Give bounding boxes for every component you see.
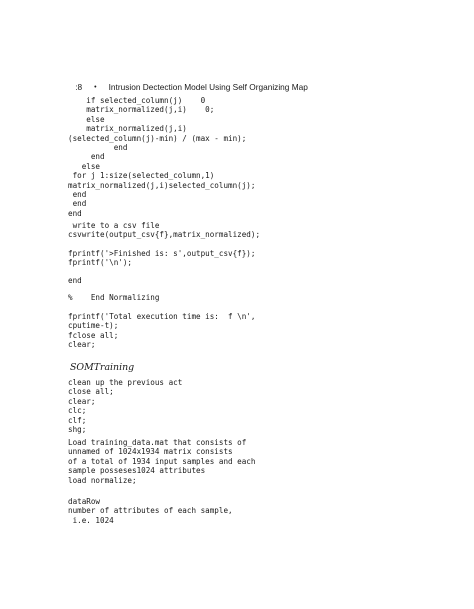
code-block-end: end bbox=[68, 276, 82, 285]
code-block-cleanup: clean up the previous act close all; clear; clc; clf; shg; bbox=[68, 378, 183, 435]
code-block-normalization-loop: if selected_column(j) 0 matrix_normalized(j,i) 0; else matrix_normalized(j,i) (selected_column(j)-min) / (max - min); end end else for j 1:size(selected_column,1) matrix_normalized(j,i)selected_column(j); end end end bbox=[68, 96, 256, 218]
code-block-data-row: dataRow number of attributes of each sample, i.e. 1024 bbox=[68, 497, 233, 525]
code-block-finished-print: fprintf('>Finished is: s',output_csv{f}); fprintf('\n'); bbox=[68, 249, 256, 268]
running-title: Intrusion Dectection Model Using Self Organizing Map bbox=[108, 82, 308, 92]
code-block-execution-time: fprintf('Total execution time is: f \n', cputime-t); fclose all; clear; bbox=[68, 312, 256, 350]
header-bullet: • bbox=[94, 84, 97, 91]
code-comment-end-normalizing: % End Normalizing bbox=[68, 293, 160, 302]
section-heading-som-training: SOMTraining bbox=[70, 362, 135, 373]
code-block-load-training-data: Load training_data.mat that consists of unnamed of 1024x1934 matrix consists of a total of 1934 input samples and each sample posseses1024 attributes load normalize; bbox=[68, 438, 256, 485]
code-block-csv-write: write to a csv file csvwrite(output_csv{f},matrix_normalized); bbox=[68, 221, 261, 240]
page-number: :8 bbox=[75, 82, 83, 92]
